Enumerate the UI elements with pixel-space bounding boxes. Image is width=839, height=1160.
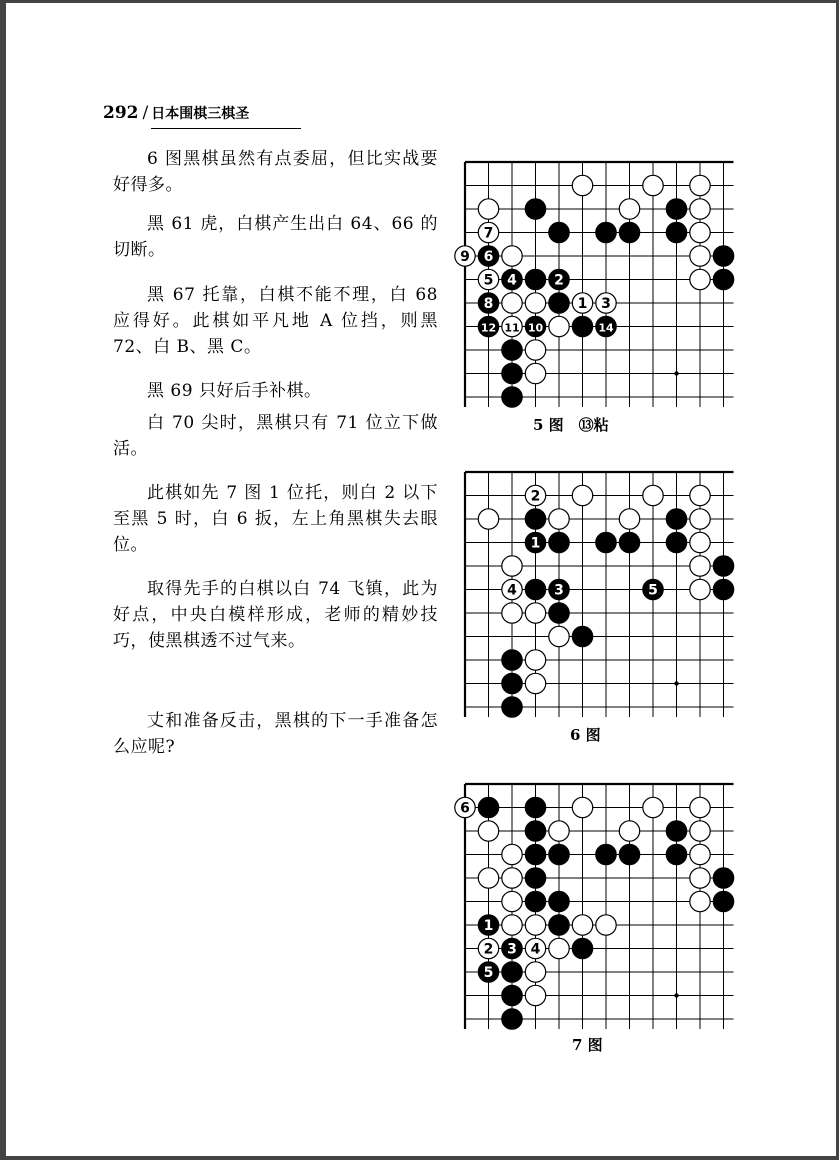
white-stone xyxy=(502,603,522,623)
stone-label: 6 xyxy=(483,249,494,265)
stone-label: 14 xyxy=(598,321,614,335)
white-stone xyxy=(525,485,545,505)
black-stone xyxy=(525,269,545,289)
black-stone xyxy=(502,673,522,693)
black-stone xyxy=(502,962,522,982)
black-stone xyxy=(619,532,639,552)
page-number: 292 xyxy=(103,103,139,123)
black-stone xyxy=(502,1009,522,1029)
paragraph-6: 此棋如先 7 图 1 位托，则白 2 以下至黑 5 时，白 6 扳，左上角黑棋失去眼位。 xyxy=(113,483,438,555)
star-point xyxy=(674,681,678,685)
black-stone xyxy=(525,797,545,817)
black-stone xyxy=(643,579,663,599)
white-stone xyxy=(690,797,710,817)
paragraph-8: 丈和准备反击，黑棋的下一手准备怎么应呢? xyxy=(113,711,438,757)
black-stone xyxy=(549,222,569,242)
black-stone xyxy=(478,797,498,817)
stone-label: 7 xyxy=(483,225,494,242)
paragraph-3: 黑 67 托靠，白棋不能不理，白 68 应得好。此棋如平凡地 A 位挡，则黑 72、白 B、黑 C。 xyxy=(113,285,438,357)
white-stone xyxy=(690,579,710,599)
black-stone xyxy=(502,650,522,670)
white-stone xyxy=(525,938,545,958)
black-stone xyxy=(619,222,639,242)
white-stone xyxy=(690,532,710,552)
stone-label: 4 xyxy=(530,941,541,958)
white-stone xyxy=(572,175,592,195)
diagram-7-caption: 7 图 xyxy=(572,1036,603,1054)
black-stone xyxy=(525,509,545,529)
white-stone xyxy=(690,199,710,219)
paragraph-4: 黑 69 只好后手补棋。 xyxy=(147,381,322,401)
page-border-left xyxy=(0,0,6,1160)
black-stone xyxy=(525,868,545,888)
black-stone xyxy=(666,532,686,552)
white-stone xyxy=(478,868,498,888)
go-diagram-5 xyxy=(446,150,746,420)
black-stone xyxy=(525,316,545,336)
stone-label: 3 xyxy=(507,941,517,958)
paragraph-2: 黑 61 虎，白棋产生出白 64、66 的切断。 xyxy=(113,214,438,260)
black-stone xyxy=(478,915,498,935)
black-stone xyxy=(713,556,733,576)
white-stone xyxy=(690,844,710,864)
white-stone xyxy=(690,269,710,289)
black-stone xyxy=(549,293,569,313)
stone-label: 3 xyxy=(601,296,611,312)
stone-label: 2 xyxy=(554,272,564,289)
white-stone xyxy=(690,485,710,505)
white-stone xyxy=(596,915,616,935)
white-stone xyxy=(549,626,569,646)
header-separator: / xyxy=(142,103,149,123)
white-stone xyxy=(572,293,592,313)
black-stone xyxy=(502,387,522,407)
black-stone xyxy=(525,844,545,864)
white-stone xyxy=(502,293,522,313)
paragraph-7: 取得先手的白棋以白 74 飞镇，此为好点，中央白模样形成，老师的精妙技巧，使黑棋透不过气来。 xyxy=(113,579,438,651)
running-header xyxy=(103,103,313,129)
white-stone xyxy=(690,175,710,195)
white-stone xyxy=(455,246,475,266)
black-stone xyxy=(596,222,616,242)
black-stone xyxy=(572,938,592,958)
white-stone xyxy=(619,199,639,219)
white-stone xyxy=(619,509,639,529)
white-stone xyxy=(502,891,522,911)
black-stone xyxy=(502,697,522,717)
black-stone xyxy=(525,821,545,841)
white-stone xyxy=(502,868,522,888)
black-stone xyxy=(502,938,522,958)
stone-label: 5 xyxy=(483,965,494,981)
white-stone xyxy=(690,246,710,266)
white-stone xyxy=(549,938,569,958)
white-stone xyxy=(572,485,592,505)
black-stone xyxy=(478,246,498,266)
diagram-6-caption: 6 图 xyxy=(570,726,601,744)
black-stone xyxy=(549,269,569,289)
white-stone xyxy=(478,199,498,219)
black-stone xyxy=(572,316,592,336)
black-stone xyxy=(549,579,569,599)
black-stone xyxy=(525,891,545,911)
white-stone xyxy=(690,222,710,242)
stone-label: 2 xyxy=(530,488,541,505)
stone-label: 9 xyxy=(460,249,470,265)
white-stone xyxy=(690,509,710,529)
black-stone xyxy=(549,915,569,935)
black-stone xyxy=(713,891,733,911)
white-stone xyxy=(525,915,545,935)
white-stone xyxy=(549,316,569,336)
white-stone xyxy=(502,844,522,864)
black-stone xyxy=(713,868,733,888)
black-stone xyxy=(502,340,522,360)
white-stone xyxy=(643,485,663,505)
white-stone xyxy=(478,938,498,958)
white-stone xyxy=(549,821,569,841)
black-stone xyxy=(666,821,686,841)
white-stone xyxy=(525,962,545,982)
black-stone xyxy=(549,603,569,623)
white-stone xyxy=(478,269,498,289)
stone-label: 10 xyxy=(527,321,544,335)
white-stone xyxy=(502,915,522,935)
black-stone xyxy=(478,962,498,982)
stone-label: 4 xyxy=(507,272,517,289)
stone-label: 1 xyxy=(577,296,588,312)
black-stone xyxy=(525,199,545,219)
white-stone xyxy=(690,891,710,911)
black-stone xyxy=(713,246,733,266)
black-stone xyxy=(596,844,616,864)
white-stone xyxy=(690,556,710,576)
white-stone xyxy=(478,509,498,529)
white-stone xyxy=(502,316,522,336)
white-stone xyxy=(690,868,710,888)
black-stone xyxy=(572,626,592,646)
black-stone xyxy=(713,269,733,289)
go-diagram-6 xyxy=(446,460,746,730)
white-stone xyxy=(525,985,545,1005)
white-stone xyxy=(619,821,639,841)
black-stone xyxy=(666,509,686,529)
stone-label: 12 xyxy=(480,321,497,335)
black-stone xyxy=(525,532,545,552)
diagram-5-caption: 5 图 ⑬粘 xyxy=(533,416,609,434)
black-stone xyxy=(596,532,616,552)
page-border-bottom xyxy=(0,1156,839,1160)
black-stone xyxy=(549,532,569,552)
white-stone xyxy=(502,556,522,576)
star-point xyxy=(674,371,678,375)
black-stone xyxy=(666,222,686,242)
white-stone xyxy=(502,579,522,599)
black-stone xyxy=(596,316,616,336)
black-stone xyxy=(502,985,522,1005)
white-stone xyxy=(525,603,545,623)
paragraph-5: 白 70 尖时，黑棋只有 71 位立下做活。 xyxy=(113,413,438,459)
book-title: 日本围棋三棋圣 xyxy=(151,106,250,122)
white-stone xyxy=(572,797,592,817)
black-stone xyxy=(478,316,498,336)
black-stone xyxy=(666,199,686,219)
white-stone xyxy=(643,175,663,195)
stone-label: 1 xyxy=(483,918,494,934)
black-stone xyxy=(713,579,733,599)
white-stone xyxy=(502,246,522,266)
white-stone xyxy=(596,293,616,313)
black-stone xyxy=(502,363,522,383)
black-stone xyxy=(549,844,569,864)
stone-label: 5 xyxy=(648,582,658,599)
white-stone xyxy=(478,222,498,242)
black-stone xyxy=(549,891,569,911)
white-stone xyxy=(455,797,475,817)
white-stone xyxy=(525,340,545,360)
white-stone xyxy=(549,509,569,529)
page-border-top xyxy=(0,0,839,3)
white-stone xyxy=(525,650,545,670)
black-stone xyxy=(525,579,545,599)
star-point xyxy=(674,993,678,997)
stone-label: 8 xyxy=(483,296,494,312)
paragraph-1: 6 图黑棋虽然有点委屈，但比实战要好得多。 xyxy=(113,149,438,195)
stone-label: 4 xyxy=(507,582,517,599)
white-stone xyxy=(525,293,545,313)
stone-label: 6 xyxy=(460,800,470,817)
white-stone xyxy=(690,821,710,841)
white-stone xyxy=(525,363,545,383)
black-stone xyxy=(502,269,522,289)
stone-label: 11 xyxy=(504,321,520,335)
white-stone xyxy=(478,821,498,841)
white-stone xyxy=(525,673,545,693)
stone-label: 5 xyxy=(483,272,494,289)
white-stone xyxy=(572,915,592,935)
black-stone xyxy=(666,844,686,864)
stone-label: 1 xyxy=(530,535,541,552)
black-stone xyxy=(619,844,639,864)
black-stone xyxy=(478,293,498,313)
header-rule xyxy=(151,128,301,129)
stone-label: 2 xyxy=(483,941,494,958)
go-diagram-7 xyxy=(446,772,746,1042)
white-stone xyxy=(643,797,663,817)
stone-label: 3 xyxy=(554,582,564,599)
